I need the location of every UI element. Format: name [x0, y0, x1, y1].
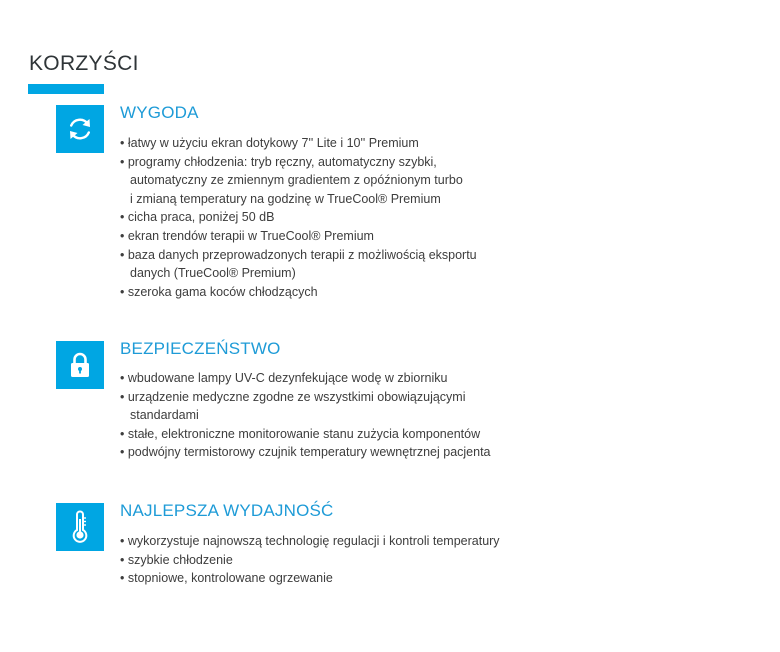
list-item — [120, 246, 477, 283]
bullet-line: danych (TrueCool® Premium) — [130, 266, 296, 281]
refresh-icon — [56, 105, 104, 153]
list-item — [120, 425, 491, 444]
bullet-line: • wykorzystuje najnowszą technologię regulacji i kontroli temperatury — [120, 534, 500, 548]
bullet-line: standardami — [130, 408, 199, 423]
title-underline-bar — [28, 84, 104, 94]
section-heading: WYGODA — [120, 103, 199, 122]
bullet-line: automatyczny ze zmiennym gradientem z opóźnionym turbo — [130, 173, 463, 188]
list-item — [120, 388, 491, 425]
bullet-line: • łatwy w użyciu ekran dotykowy 7'' Lite i 10'' Premium — [120, 136, 419, 150]
bullet-line: • programy chłodzenia: tryb ręczny, automatyczny szybki, — [120, 154, 437, 169]
bullet-list — [120, 134, 477, 301]
section-heading: NAJLEPSZA WYDAJNOŚĆ — [120, 501, 334, 520]
section-heading: BEZPIECZEŃSTWO — [120, 339, 281, 358]
list-item — [120, 569, 500, 588]
bullet-line: • wbudowane lampy UV-C dezynfekujące wodę w zbiorniku — [120, 371, 448, 385]
list-item — [120, 227, 477, 246]
list-item — [120, 551, 500, 570]
bullet-line: • ekran trendów terapii w TrueCool® Premium — [120, 228, 374, 243]
thermometer-icon — [56, 503, 104, 551]
lock-icon — [56, 341, 104, 389]
bullet-line: • podwójny termistorowy czujnik temperatury wewnętrznej pacjenta — [120, 445, 491, 460]
list-item — [120, 443, 491, 462]
bullet-line: • baza danych przeprowadzonych terapii z możliwością eksportu — [120, 247, 477, 262]
list-item — [120, 153, 477, 209]
bullet-line: • cicha praca, poniżej 50 dB — [120, 210, 275, 225]
bullet-line: • stopniowe, kontrolowane ogrzewanie — [120, 571, 333, 586]
bullet-list — [120, 369, 491, 462]
bullet-line: • urządzenie medyczne zgodne ze wszystkimi obowiązującymi — [120, 389, 466, 404]
bullet-line: • stałe, elektroniczne monitorowanie stanu zużycia komponentów — [120, 426, 481, 441]
bullet-line: i zmianą temperatury na godzinę w TrueCool® Premium — [130, 191, 441, 206]
list-item — [120, 532, 500, 551]
list-item — [120, 283, 477, 302]
bullet-line: • szybkie chłodzenie — [120, 552, 233, 567]
list-item — [120, 369, 491, 388]
list-item — [120, 208, 477, 227]
page-title: KORZYŚCI — [29, 52, 139, 75]
bullet-list — [120, 532, 500, 588]
list-item — [120, 134, 477, 153]
bullet-line: • szeroka gama koców chłodzących — [120, 284, 318, 299]
